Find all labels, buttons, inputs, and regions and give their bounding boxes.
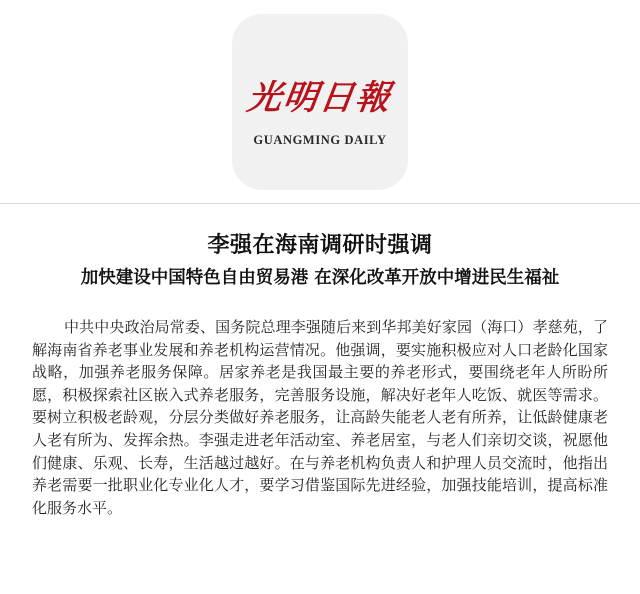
article-subtitle: 加快建设中国特色自由贸易港 在深化改革开放中增进民生福祉 xyxy=(80,268,560,288)
header-divider xyxy=(0,203,640,204)
article-body: 中共中央政治局常委、国务院总理李强随后来到华邦美好家园（海口）孝慈苑，了解海南省养老事业发展和养老机构运营情况。他强调，要实施积极应对人口老龄化国家战略，加强养老服务保障。居家养老是我国最主要的养老形式，要围绕老年人所盼所愿，积极探索社区嵌入式养老服务，完善服务设施，解决好老年人吃饭、就医等需求。要树立积极老龄观，分层分类做好养老服务，让高龄失能老人老有所养，让低龄健康老人老有所为、发挥余热。李强走进老年活动室、养老居室，与老人们亲切交谈，祝愿他们健康、乐观、长寿，生活越过越好。在与养老机构负责人和护理人员交流时，他指出养老需要一批职业化专业化人才，要学习借鉴国际先进经验，加强技能培训，提高标准化服务水平。 xyxy=(32,318,608,517)
article-title: 李强在海南调研时强调 xyxy=(207,233,433,258)
newspaper-logo xyxy=(232,14,408,190)
logo-english-name: GUANGMING DAILY xyxy=(253,133,387,147)
logo-chinese-calligraphy: 光明日報 xyxy=(244,78,395,118)
